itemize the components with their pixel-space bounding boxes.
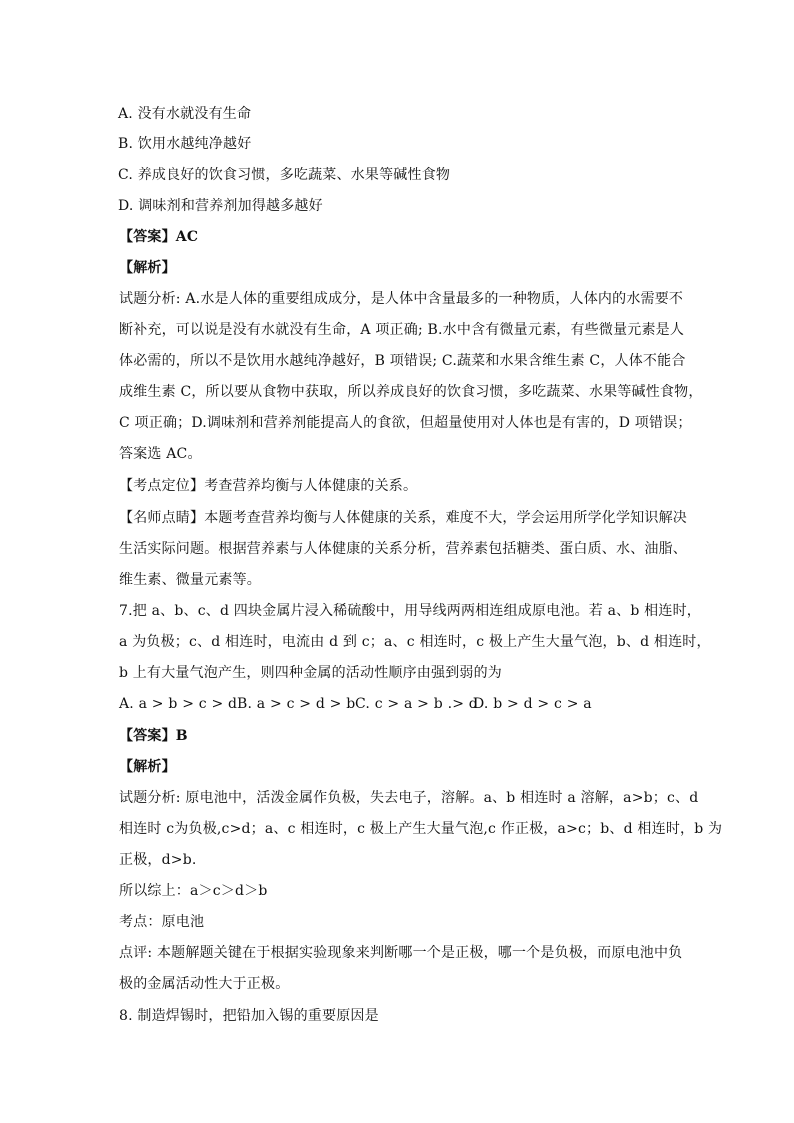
q6-option-c: C. 养成良好的饮食习惯，多吃蔬菜、水果等碱性食物 [118,167,451,183]
q7-option-a: A. a > b > c > d [119,696,238,712]
q7-answer: 【答案】B [119,728,188,744]
q7-dianping-line: 极的金属活动性大于正极。 [119,976,290,992]
q7-analysis-line: 正极，d>b. [119,852,197,868]
q7-stem-line: b 上有大量气泡产生，则四种金属的活动性顺序由强到弱的为 [119,665,503,681]
q6-kaodian: 【考点定位】考查营养均衡与人体健康的关系。 [119,478,418,494]
q6-analysis-line: 体必需的，所以不是饮用水越纯净越好，B 项错误; C.蔬菜和水果含维生素 C，人体不能合 [119,353,686,369]
q7-analysis-label: 【解析】 [119,759,176,775]
q7-option-b: B. a > c > d > b [237,696,356,712]
q7-options [119,694,592,714]
q7-analysis-line: 相连时 c为负极,c>d；a、c 相连时，c 极上产生大量气泡,c 作正极，a>c；b、d 相连时，b 为 [119,821,723,837]
q7-dianping-line: 点评: 本题解题关键在于根据实验现象来判断哪一个是正极，哪一个是负极，而原电池中负 [119,945,683,961]
q6-option-d: D. 调味剂和营养剂加得越多越好 [118,198,323,214]
q6-mingshi-line: 生活实际问题。根据营养素与人体健康的关系分析，营养素包括糖类、蛋白质、水、油脂、 [119,541,687,557]
q7-option-d: D. b > d > c > a [473,696,592,712]
q7-analysis-line: 试题分析: 原电池中，活泼金属作负极，失去电子，溶解。a、b 相连时 a 溶解，a>b；c、d [119,790,699,806]
q6-analysis-line: 答案选 AC。 [119,446,202,462]
q7-kaodian: 考点：原电池 [119,914,205,930]
q7-option-c: C. c > a > b .> d [355,696,478,712]
q6-mingshi-line: 【名师点睛】本题考查营养均衡与人体健康的关系，难度不大，学会运用所学化学知识解决 [119,510,687,526]
q6-analysis-line: C 项正确；D.调味剂和营养剂能提高人的食欲，但超量使用对人体也是有害的，D 项错误； [119,415,692,431]
q6-analysis-line: 断补充，可以说是没有水就没有生命，A 项正确; B.水中含有微量元素，有些微量元素是人 [119,322,685,338]
q6-option-a: A. 没有水就没有生命 [118,106,252,122]
q6-analysis-line: 试题分析: A.水是人体的重要组成成分，是人体中含量最多的一种物质，人体内的水需要不 [119,291,684,307]
q6-analysis-line: 成维生素 C，所以要从食物中获取，所以养成良好的饮食习惯，多吃蔬菜、水果等碱性食物， [119,384,703,400]
q6-mingshi-line: 维生素、微量元素等。 [119,572,261,588]
q8-stem: 8. 制造焊锡时，把铅加入锡的重要原因是 [119,1008,379,1024]
q6-answer: 【答案】AC [119,229,199,245]
q6-analysis-label: 【解析】 [119,260,176,276]
q7-stem-line: a 为负极；c、d 相连时，电流由 d 到 c；a、c 相连时，c 极上产生大量气泡，b、d 相连时， [119,634,711,650]
q7-stem-line: 7.把 a、b、c、d 四块金属片浸入稀硫酸中，用导线两两相连组成原电池。若 a、b 相连时， [119,603,701,619]
q6-option-b: B. 饮用水越纯净越好 [118,136,252,152]
q7-summary: 所以综上：a＞c＞d＞b [119,883,268,899]
